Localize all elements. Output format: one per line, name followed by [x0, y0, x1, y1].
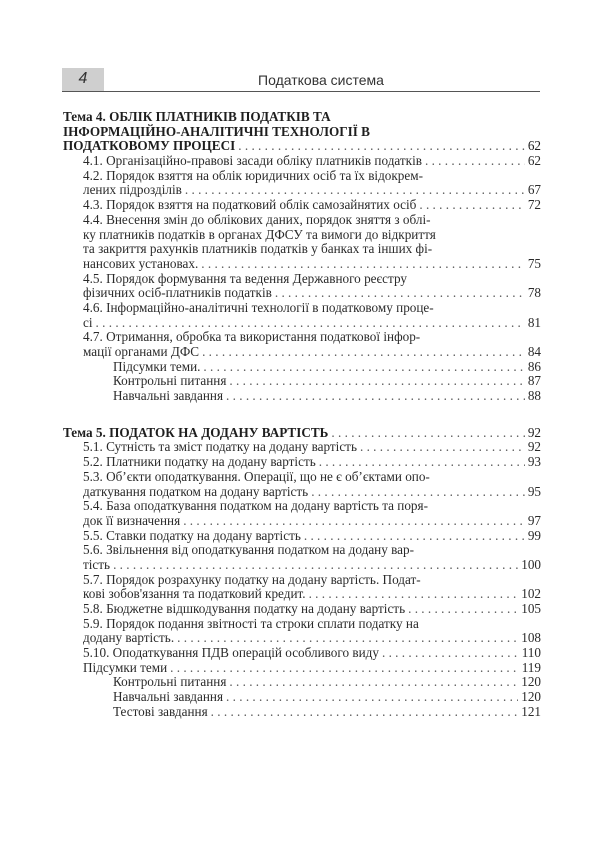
toc-entry-line	[63, 228, 541, 243]
toc-entry-line	[63, 587, 541, 602]
dot-leader	[185, 183, 525, 198]
running-title: Податкова система	[258, 72, 384, 88]
dot-leader	[183, 514, 525, 529]
toc-entry-line	[63, 455, 541, 470]
page-ref: 120	[521, 689, 541, 705]
entry-text: 5.7. Порядок розрахунку податку на додану вартість. Подат-	[83, 571, 421, 587]
dot-leader	[319, 455, 525, 470]
toc-entry[interactable]	[63, 470, 541, 499]
toc-entry[interactable]	[63, 154, 541, 169]
entry-text: лених підрозділів	[83, 182, 182, 198]
dot-leader	[311, 485, 525, 500]
entry-text: тість	[83, 556, 111, 572]
toc-entry-line	[63, 154, 541, 169]
chapter-title-line	[63, 110, 541, 125]
toc-entry[interactable]	[63, 690, 541, 705]
page-ref: 81	[527, 314, 541, 330]
toc-entry[interactable]	[63, 374, 541, 389]
page-ref: 62	[527, 138, 541, 154]
page-ref: 93	[527, 454, 541, 470]
page-ref: 119	[521, 659, 541, 675]
toc-entry-line	[63, 360, 541, 375]
toc-entry-line	[63, 183, 541, 198]
page-ref: 102	[521, 586, 541, 602]
toc-entry-line	[63, 558, 541, 573]
page-ref: 87	[527, 373, 541, 389]
page-ref: 105	[521, 601, 541, 616]
page-ref: 67	[527, 182, 541, 198]
dot-leader	[382, 646, 519, 661]
toc-entry-line	[63, 705, 541, 720]
entry-text: кові зобов'язання та податковий кредит.	[83, 586, 306, 602]
page-ref: 110	[521, 645, 541, 661]
toc-entry[interactable]	[63, 675, 541, 690]
toc-entry-line	[63, 661, 541, 676]
dot-leader	[275, 286, 525, 301]
table-of-contents	[63, 110, 541, 720]
dot-leader	[96, 316, 525, 331]
page-ref: 92	[527, 439, 541, 455]
dot-leader	[419, 198, 524, 213]
entry-text: Тема 5. ПОДАТОК НА ДОДАНУ ВАРТІСТЬ	[63, 424, 329, 440]
toc-entry[interactable]	[63, 169, 541, 198]
page-ref: 92	[527, 424, 541, 440]
entry-text: 5.10. Оподаткування ПДВ операцій особливого виду	[83, 645, 379, 661]
toc-entry-line	[63, 690, 541, 705]
dot-leader	[201, 257, 525, 272]
chapter-title-line	[63, 125, 541, 140]
dot-leader	[170, 661, 519, 676]
toc-entry-line	[63, 198, 541, 213]
page-ref: 99	[527, 527, 541, 543]
entry-text: док її визначення	[83, 512, 181, 528]
page-ref: 120	[521, 674, 541, 690]
toc-entry[interactable]	[63, 389, 541, 404]
toc-entry-line	[63, 646, 541, 661]
toc-entry-line	[63, 470, 541, 485]
page-ref: 84	[527, 344, 541, 359]
toc-entry-line	[63, 573, 541, 588]
entry-text: 5.6. Звільнення від оподаткування податком на додану вар-	[83, 542, 415, 558]
toc-entry[interactable]	[63, 661, 541, 676]
toc-entry-line	[63, 242, 541, 257]
entry-text: даткування податком на додану вартість	[83, 483, 309, 499]
dot-leader	[177, 631, 518, 646]
page-ref: 72	[527, 197, 541, 213]
dot-leader	[203, 360, 524, 375]
page-number: 4	[78, 70, 88, 87]
toc-entry-line	[63, 316, 541, 331]
toc-entry-line	[63, 389, 541, 404]
dot-leader	[202, 345, 525, 360]
dot-leader	[229, 675, 518, 690]
entry-text: 5.1. Сутність та зміст податку на додану вартість	[83, 439, 357, 455]
entry-text: 5.4. База оподаткування податком на додану вартість та поря-	[83, 498, 428, 514]
toc-entry[interactable]	[63, 301, 541, 330]
toc-entry[interactable]	[63, 646, 541, 661]
chapter-title[interactable]	[63, 110, 541, 154]
entry-text: 4.6. Інформаційно-аналітичні технології в податковому проце-	[83, 299, 434, 315]
toc-section	[63, 110, 541, 404]
toc-entry-line	[63, 499, 541, 514]
toc-entry[interactable]	[63, 573, 541, 602]
toc-entry-line	[63, 374, 541, 389]
entry-text: 5.8. Бюджетне відшкодування податку на додану вартість	[83, 601, 406, 616]
dot-leader	[360, 440, 525, 455]
entry-text: Контрольні питання	[113, 674, 227, 690]
toc-entry-line	[63, 257, 541, 272]
dot-leader	[331, 426, 524, 441]
dot-leader	[425, 154, 525, 169]
entry-text: ПОДАТКОВОМУ ПРОЦЕСІ	[63, 138, 236, 154]
page-ref: 95	[527, 483, 541, 499]
toc-entry[interactable]	[63, 360, 541, 375]
entry-text: 4.4. Внесення змін до облікових даних, порядок зняття з облі-	[83, 211, 431, 227]
toc-entry[interactable]	[63, 198, 541, 213]
dot-leader	[304, 529, 525, 544]
entry-text: 5.2. Платники податку на додану вартість	[83, 454, 316, 470]
toc-entry-line	[63, 631, 541, 646]
toc-entry-line	[63, 617, 541, 632]
entry-text: та закриття рахунків платників податків у банках та інших фі-	[83, 241, 433, 257]
toc-entry-line	[63, 675, 541, 690]
page-ref: 86	[527, 358, 541, 374]
toc-entry-line	[63, 529, 541, 544]
chapter-title-line	[63, 426, 541, 441]
toc-entry[interactable]	[63, 455, 541, 470]
dot-leader	[211, 705, 519, 720]
toc-entry-line	[63, 602, 541, 617]
section-gap	[63, 404, 541, 426]
toc-entry-line	[63, 440, 541, 455]
entry-text: фізичних осіб-платників податків	[83, 285, 272, 301]
entry-text: 5.3. Об’єкти оподаткування. Операції, що не є об’єктами опо-	[83, 468, 430, 484]
dot-leader	[113, 558, 518, 573]
page-ref: 88	[527, 388, 541, 404]
page-ref: 78	[527, 285, 541, 301]
toc-entry[interactable]	[63, 602, 541, 617]
entry-text: Тема 4. ОБЛІК ПЛАТНИКІВ ПОДАТКІВ ТА	[63, 109, 331, 124]
entry-text: ІНФОРМАЦІЙНО-АНАЛІТИЧНІ ТЕХНОЛОГІЇ В	[63, 123, 370, 139]
dot-leader	[226, 690, 518, 705]
toc-entry-line	[63, 543, 541, 558]
toc-entry-line	[63, 485, 541, 500]
toc-entry[interactable]	[63, 213, 541, 272]
entry-text: 4.2. Порядок взяття на облік юридичних осіб та їх відокрем-	[83, 167, 423, 183]
toc-entry[interactable]	[63, 440, 541, 455]
entry-text: 4.1. Організаційно-правові засади обліку платників податків	[83, 153, 422, 169]
page-ref: 121	[521, 703, 541, 719]
entry-text: 5.5. Ставки податку на додану вартість	[83, 527, 301, 543]
chapter-title[interactable]	[63, 426, 541, 441]
dot-leader	[238, 139, 525, 154]
entry-text: нансових установах.	[83, 255, 199, 271]
entry-text: Підсумки теми.	[113, 358, 201, 374]
toc-entry[interactable]	[63, 617, 541, 646]
toc-entry-line	[63, 213, 541, 228]
entry-text: Навчальні завдання	[113, 388, 224, 404]
toc-entry[interactable]	[63, 543, 541, 572]
toc-entry-line	[63, 345, 541, 360]
toc-entry[interactable]	[63, 499, 541, 528]
toc-section	[63, 426, 541, 720]
entry-text: додану вартість.	[83, 630, 175, 646]
entry-text: 4.3. Порядок взяття на податковий облік самозайнятих осіб	[83, 197, 417, 213]
toc-entry-line	[63, 286, 541, 301]
page-ref: 100	[521, 556, 541, 572]
entry-text: Підсумки теми	[83, 659, 168, 675]
page-ref: 75	[527, 255, 541, 271]
chapter-title-line	[63, 139, 541, 154]
toc-entry-line	[63, 272, 541, 287]
entry-text: Навчальні завдання	[113, 689, 224, 705]
toc-entry-line	[63, 514, 541, 529]
entry-text: Тестові завдання	[113, 703, 208, 719]
dot-leader	[226, 389, 525, 404]
page-ref: 108	[521, 630, 541, 646]
entry-text: 4.5. Порядок формування та ведення Державного реєстру	[83, 270, 407, 286]
entry-text: сі	[83, 314, 93, 330]
dot-leader	[229, 374, 524, 389]
entry-text: 5.9. Порядок подання звітності та строки сплати податку на	[83, 615, 419, 631]
entry-text: ку платників податків в органах ДФСУ та вимоги до відкриття	[83, 226, 436, 242]
toc-entry-line	[63, 169, 541, 184]
toc-entry-line	[63, 301, 541, 316]
entry-text: 4.7. Отримання, обробка та використання податкової інфор-	[83, 329, 421, 345]
entry-text: мації органами ДФС	[83, 344, 200, 359]
page-ref: 62	[527, 153, 541, 169]
page-header	[62, 68, 540, 92]
toc-entry[interactable]	[63, 330, 541, 359]
toc-entry[interactable]	[63, 705, 541, 720]
entry-text: Контрольні питання	[113, 373, 227, 389]
page-ref: 97	[527, 512, 541, 528]
toc-entry-line	[63, 330, 541, 345]
dot-leader	[309, 587, 519, 602]
dot-leader	[408, 602, 518, 617]
toc-entry[interactable]	[63, 272, 541, 301]
toc-entry[interactable]	[63, 529, 541, 544]
